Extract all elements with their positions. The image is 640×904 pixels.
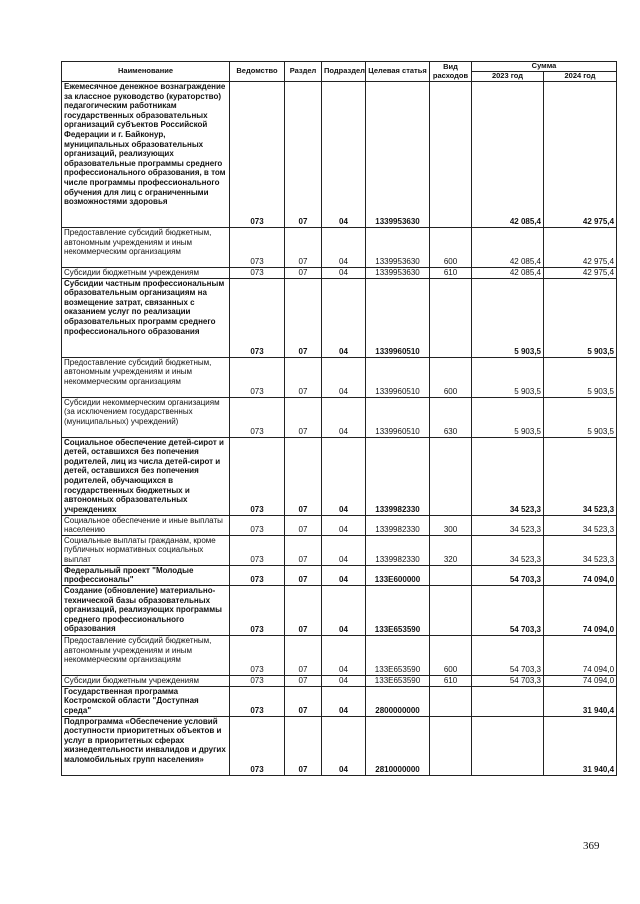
row-kind: 300 (430, 515, 472, 535)
row-sum-2024: 42 975,4 (544, 228, 617, 268)
header-target: Целевая статья (366, 62, 430, 82)
row-sum-2024: 34 523,3 (544, 535, 617, 565)
table-row (62, 437, 617, 515)
table-row (62, 535, 617, 565)
row-section: 07 (285, 268, 322, 279)
row-sum-2023: 54 703,3 (472, 675, 544, 686)
table-row (62, 278, 617, 357)
row-sum-2024: 74 094,0 (544, 635, 617, 675)
row-sum-2023: 42 085,4 (472, 268, 544, 279)
row-kind: 610 (430, 268, 472, 279)
row-sum-2024: 31 940,4 (544, 716, 617, 775)
row-dept: 073 (230, 675, 285, 686)
row-kind (430, 686, 472, 716)
row-name: Социальное обеспечение и иные выплаты населению (62, 515, 230, 535)
table-body (62, 82, 617, 776)
table-row (62, 82, 617, 228)
header-2023: 2023 год (472, 72, 544, 82)
row-name: Субсидии частным профессиональным образовательным организациям на возмещение затрат, связанных с оказанием услуг по реализации образовательных программ среднего профессионального образования (62, 278, 230, 357)
row-kind: 600 (430, 228, 472, 268)
row-name: Социальные выплаты гражданам, кроме публичных нормативных социальных выплат (62, 535, 230, 565)
row-subsection: 04 (322, 357, 366, 397)
table-row (62, 686, 617, 716)
header-name: Наименование (62, 62, 230, 82)
row-sum-2024: 5 903,5 (544, 357, 617, 397)
page-number: 369 (583, 840, 600, 852)
row-section: 07 (285, 686, 322, 716)
row-sum-2023 (472, 716, 544, 775)
row-dept: 073 (230, 397, 285, 437)
row-dept: 073 (230, 635, 285, 675)
row-name: Субсидии бюджетным учреждениям (62, 675, 230, 686)
row-dept: 073 (230, 716, 285, 775)
row-target: 1339982330 (366, 515, 430, 535)
row-kind: 320 (430, 535, 472, 565)
row-target: 1339982330 (366, 535, 430, 565)
row-name: Создание (обновление) материально-технической базы образовательных организаций, реализующих программы среднего профессионального образования (62, 585, 230, 635)
row-sum-2023: 42 085,4 (472, 228, 544, 268)
row-kind (430, 82, 472, 228)
row-subsection: 04 (322, 515, 366, 535)
row-section: 07 (285, 635, 322, 675)
row-target: 133Е653590 (366, 675, 430, 686)
row-target: 133Е600000 (366, 565, 430, 585)
row-section: 07 (285, 278, 322, 357)
table-row (62, 228, 617, 268)
row-kind (430, 565, 472, 585)
row-subsection: 04 (322, 635, 366, 675)
header-section: Раздел (285, 62, 322, 82)
row-sum-2024: 34 523,3 (544, 437, 617, 515)
row-subsection: 04 (322, 535, 366, 565)
row-sum-2024: 74 094,0 (544, 565, 617, 585)
row-sum-2024: 74 094,0 (544, 585, 617, 635)
row-dept: 073 (230, 565, 285, 585)
row-kind: 600 (430, 357, 472, 397)
row-sum-2023: 54 703,3 (472, 635, 544, 675)
row-sum-2024: 74 094,0 (544, 675, 617, 686)
table-row (62, 675, 617, 686)
row-target: 1339953630 (366, 82, 430, 228)
header-2024: 2024 год (544, 72, 617, 82)
row-target: 1339953630 (366, 268, 430, 279)
row-dept: 073 (230, 585, 285, 635)
row-subsection: 04 (322, 675, 366, 686)
row-subsection: 04 (322, 585, 366, 635)
row-kind (430, 437, 472, 515)
row-kind (430, 716, 472, 775)
row-sum-2024: 5 903,5 (544, 278, 617, 357)
row-sum-2024: 42 975,4 (544, 268, 617, 279)
row-kind (430, 585, 472, 635)
row-name: Субсидии некоммерческим организациям (за исключением государственных (муниципальных) учреждений) (62, 397, 230, 437)
row-name: Ежемесячное денежное вознаграждение за классное руководство (кураторство) педагогическим работникам государственных образовательных организаций субъектов Российской Федерации и г. Байконур, муниципальных образовательных организаций, реализующих образовательные программы среднего профессионального образования, в том числе программы профессионального обучения для лиц с ограниченными возможностями здоровья (62, 82, 230, 228)
row-sum-2023: 54 703,3 (472, 565, 544, 585)
row-subsection: 04 (322, 437, 366, 515)
row-name: Государственная программа Костромской области "Доступная среда" (62, 686, 230, 716)
row-sum-2023: 5 903,5 (472, 357, 544, 397)
row-section: 07 (285, 228, 322, 268)
table-row (62, 397, 617, 437)
row-dept: 073 (230, 437, 285, 515)
row-section: 07 (285, 437, 322, 515)
table-row (62, 635, 617, 675)
row-dept: 073 (230, 82, 285, 228)
row-sum-2023: 34 523,3 (472, 515, 544, 535)
table-row (62, 565, 617, 585)
row-dept: 073 (230, 535, 285, 565)
row-name: Федеральный проект "Молодые профессионалы" (62, 565, 230, 585)
table-row (62, 716, 617, 775)
row-sum-2024: 31 940,4 (544, 686, 617, 716)
row-name: Социальное обеспечение детей-сирот и детей, оставшихся без попечения родителей, лиц из числа детей-сирот и детей, оставшихся без попечения родителей, обучающихся в государственных бюджетных и автономных образовательных учреждениях (62, 437, 230, 515)
header-dept: Ведомство (230, 62, 285, 82)
row-dept: 073 (230, 228, 285, 268)
row-target: 133Е653590 (366, 635, 430, 675)
row-target: 1339960510 (366, 278, 430, 357)
row-subsection: 04 (322, 716, 366, 775)
row-subsection: 04 (322, 565, 366, 585)
table-header (62, 62, 617, 82)
row-section: 07 (285, 82, 322, 228)
row-sum-2023 (472, 686, 544, 716)
table-row (62, 585, 617, 635)
row-dept: 073 (230, 268, 285, 279)
row-target: 1339982330 (366, 437, 430, 515)
table-row (62, 515, 617, 535)
row-kind: 630 (430, 397, 472, 437)
row-name: Предоставление субсидий бюджетным, автономным учреждениям и иным некоммерческим организациям (62, 228, 230, 268)
row-dept: 073 (230, 278, 285, 357)
row-sum-2023: 34 523,3 (472, 437, 544, 515)
row-target: 1339960510 (366, 397, 430, 437)
row-subsection: 04 (322, 268, 366, 279)
row-target: 1339953630 (366, 228, 430, 268)
row-section: 07 (285, 565, 322, 585)
row-target: 2800000000 (366, 686, 430, 716)
row-section: 07 (285, 535, 322, 565)
row-section: 07 (285, 397, 322, 437)
budget-table (61, 61, 617, 776)
row-dept: 073 (230, 686, 285, 716)
row-sum-2024: 5 903,5 (544, 397, 617, 437)
row-sum-2023: 34 523,3 (472, 535, 544, 565)
row-sum-2023: 54 703,3 (472, 585, 544, 635)
row-sum-2023: 42 085,4 (472, 82, 544, 228)
row-section: 07 (285, 515, 322, 535)
row-target: 1339960510 (366, 357, 430, 397)
row-subsection: 04 (322, 397, 366, 437)
header-sum: Сумма (472, 62, 617, 72)
row-dept: 073 (230, 515, 285, 535)
row-kind: 600 (430, 635, 472, 675)
table-row (62, 268, 617, 279)
row-subsection: 04 (322, 686, 366, 716)
row-name: Субсидии бюджетным учреждениям (62, 268, 230, 279)
row-kind (430, 278, 472, 357)
row-kind: 610 (430, 675, 472, 686)
header-kind: Вид расходов (430, 62, 472, 82)
row-sum-2023: 5 903,5 (472, 278, 544, 357)
table-row (62, 357, 617, 397)
row-target: 133Е653590 (366, 585, 430, 635)
row-section: 07 (285, 716, 322, 775)
row-name: Предоставление субсидий бюджетным, автономным учреждениям и иным некоммерческим организациям (62, 357, 230, 397)
row-subsection: 04 (322, 278, 366, 357)
row-section: 07 (285, 585, 322, 635)
row-section: 07 (285, 357, 322, 397)
row-section: 07 (285, 675, 322, 686)
row-name: Предоставление субсидий бюджетным, автономным учреждениям и иным некоммерческим организациям (62, 635, 230, 675)
row-sum-2024: 42 975,4 (544, 82, 617, 228)
row-sum-2023: 5 903,5 (472, 397, 544, 437)
row-name: Подпрограмма «Обеспечение условий доступности приоритетных объектов и услуг в приоритетных сферах жизнедеятельности инвалидов и других маломобильных групп населения» (62, 716, 230, 775)
row-sum-2024: 34 523,3 (544, 515, 617, 535)
header-subsection: Подраздел (322, 62, 366, 82)
row-target: 2810000000 (366, 716, 430, 775)
row-subsection: 04 (322, 82, 366, 228)
row-dept: 073 (230, 357, 285, 397)
row-subsection: 04 (322, 228, 366, 268)
